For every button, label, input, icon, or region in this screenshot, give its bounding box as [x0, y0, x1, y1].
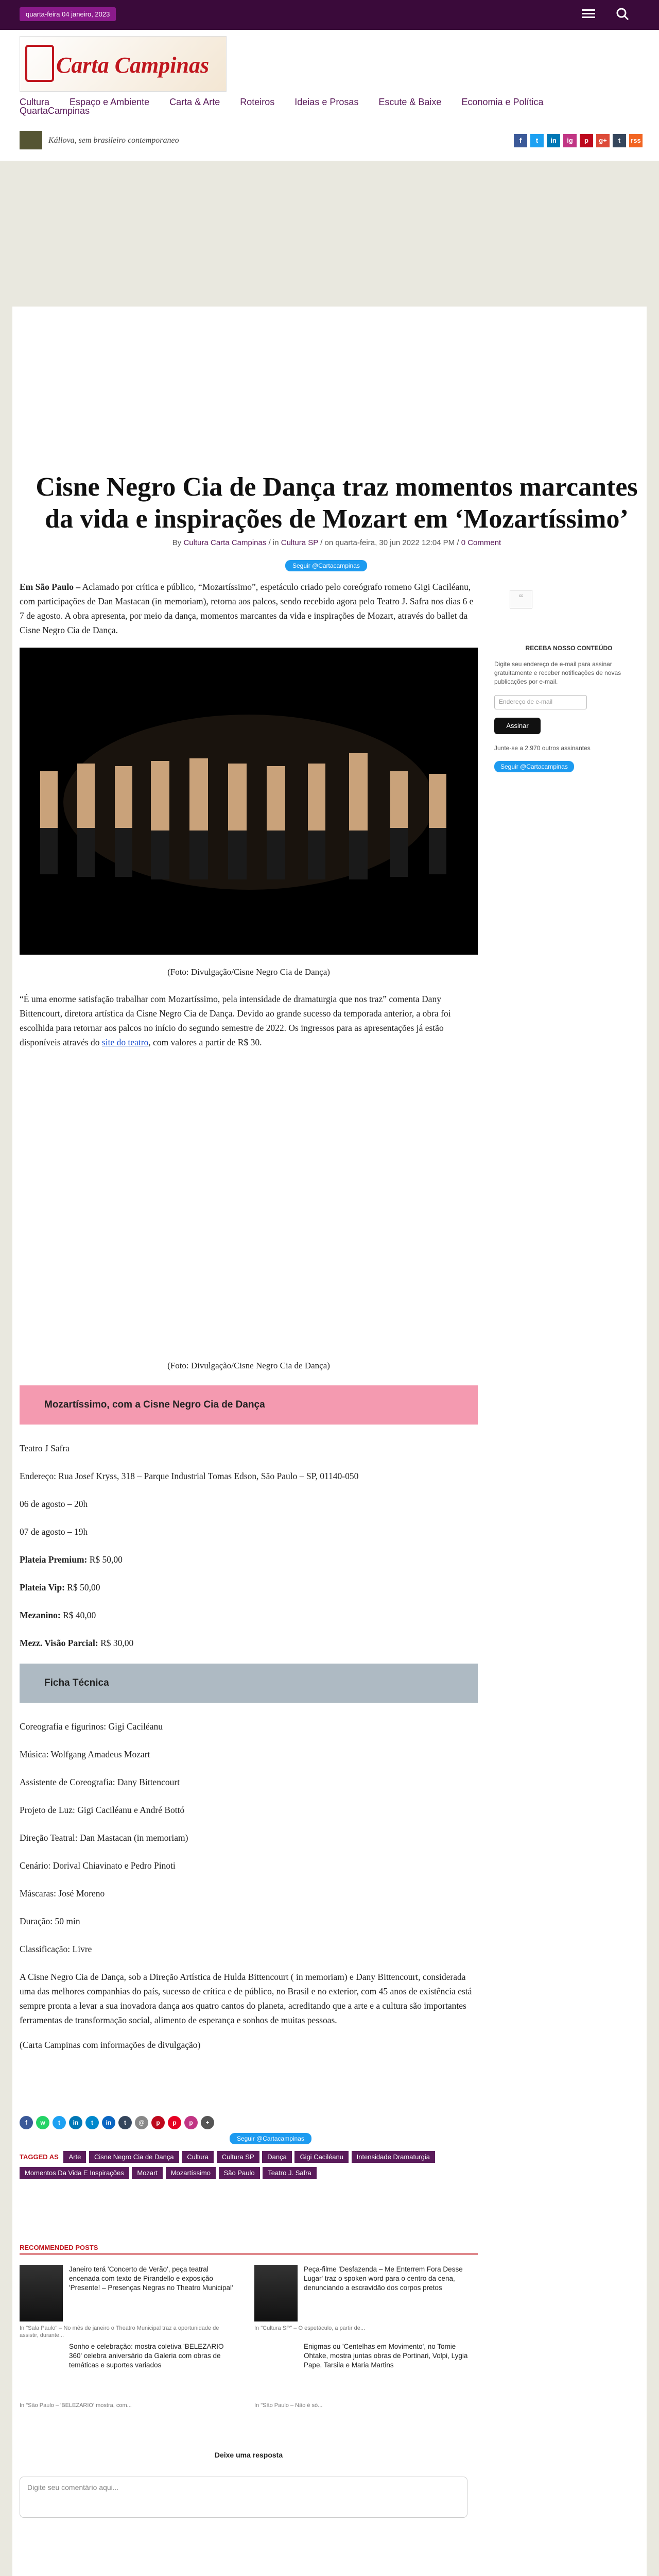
tagline: Kállova, sem brasileiro contemporaneo [48, 136, 179, 145]
share-more-icon[interactable]: + [201, 2116, 214, 2129]
closing-paragraph: A Cisne Negro Cia de Dança, sob a Direção Artística de Hulda Bittencourt ( in memoriam) e Dany Bittencourt, considerada uma das melhores companhias do país, sucesso de crítica e de público, no Brasil e no exterior, com 45 anos de existência está sempre pronta a levar a sua inovadora dança aos quatro cantos do planeta, acreditando que a arte e a cultura são importantes ferramentas de transformação social, alimento de esperança e sonhos de muitas pessoas. [20, 1972, 472, 2025]
tag[interactable]: Teatro J. Safra [263, 2167, 317, 2179]
twitter-follow-button-2[interactable]: Seguir @Cartacampinas [230, 2133, 311, 2144]
facebook-icon[interactable]: f [514, 134, 527, 147]
dancers-photo [20, 648, 478, 955]
lead-paragraph: Em São Paulo – Aclamado por crítica e público, “Mozartíssimo”, espetáculo criado pelo coreógrafo romeno Gigi Caciléanu, com participações de Dan Mastacan (in memoriam), retorna aos palcos, sendo recebido agora pelo Teatro J. Safra nos dias 6 e 7 de agosto. A obra apresenta, por meio da dança, momentos marcantes da vida e inspirações de Mozart, através do ballet da Cisne Negro Cia de Dança. [20, 582, 474, 635]
category-link[interactable]: Cultura SP [281, 538, 318, 547]
price-mezanino: Mezanino: R$ 40,00 [20, 1610, 96, 1620]
twitter-follow-button[interactable]: Seguir @Cartacampinas [285, 560, 367, 571]
rec-headline[interactable]: Enigmas ou 'Centelhas em Movimento', no Tomie Ohtake, mostra juntas obras de Portinari, Volpi, Lygia Pape, Tarsila e Maria Martins [304, 2343, 468, 2369]
venue: Teatro J Safra [20, 1443, 70, 1453]
credit-line: Direção Teatral: Dan Mastacan (in memoriam) [20, 1833, 188, 1843]
credit-line: Projeto de Luz: Gigi Caciléanu e André Bottó [20, 1805, 185, 1815]
tumblr-icon[interactable]: t [613, 134, 626, 147]
rec-meta: In "Sala Paulo" – No mês de janeiro o Theatro Municipal traz a oportunidade de assistir, durante... [20, 2325, 219, 2338]
tagline-avatar [20, 131, 42, 149]
nav-item-economia[interactable]: Economia e Política [461, 97, 544, 107]
nav-item-roteiros[interactable]: Roteiros [240, 97, 275, 107]
subscribe-title: RECEBA NOSSO CONTEÚDO [525, 645, 613, 652]
photo-caption-2: (Foto: Divulgação/Cisne Negro Cia de Dança) [167, 1361, 330, 1370]
logo-text: Carta Campinas [56, 53, 210, 78]
price-vip: Plateia Vip: R$ 50,00 [20, 1582, 100, 1592]
tag[interactable]: Dança [262, 2151, 292, 2163]
credit-line: Assistente de Coreografia: Dany Bittencourt [20, 1777, 180, 1787]
address: Endereço: Rua Josef Kryss, 318 – Parque Industrial Tomas Edson, São Paulo – SP, 01140-050 [20, 1471, 359, 1481]
top-bar [0, 0, 659, 30]
email-input[interactable]: Endereço de e-mail [494, 695, 587, 709]
subscribe-text: Digite seu endereço de e-mail para assinar gratuitamente e receber notificações de novas publicações por e-mail. [494, 660, 621, 685]
share-print-icon[interactable]: p [184, 2116, 198, 2129]
comment-textarea[interactable]: Digite seu comentário aqui... [20, 2477, 467, 2518]
share-linkedin-icon[interactable]: in [69, 2116, 82, 2129]
subscriber-count: Junte-se a 2.970 outros assinantes [494, 744, 591, 752]
tag[interactable]: São Paulo [219, 2167, 260, 2179]
tag[interactable]: Gigi Caciléanu [294, 2151, 349, 2163]
embedded-media-placeholder [20, 1060, 478, 1348]
section-band-show: Mozartíssimo, com a Cisne Negro Cia de Dança [20, 1385, 478, 1425]
rec-thumb [20, 2265, 63, 2321]
subscribe-button[interactable]: Assinar [494, 718, 541, 734]
date-2: 07 de agosto – 19h [20, 1527, 88, 1537]
credit-line: Máscaras: José Moreno [20, 1888, 105, 1899]
recommended-title: RECOMMENDED POSTS [20, 2244, 478, 2255]
content-card [12, 307, 647, 2576]
rec-meta: In "São Paulo – Não é só... [254, 2402, 323, 2409]
share-tumblr-icon[interactable]: t [118, 2116, 132, 2129]
rec-meta: In "Cultura SP" – O espetáculo, a partir de... [254, 2325, 366, 2331]
tag[interactable]: Cultura SP [217, 2151, 259, 2163]
credit-line: Coreografia e figurinos: Gigi Caciléanu [20, 1721, 163, 1732]
credit-line: Música: Wolfgang Amadeus Mozart [20, 1749, 150, 1759]
price-mezz-partial: Mezz. Visão Parcial: R$ 30,00 [20, 1638, 134, 1648]
tag[interactable]: Cisne Negro Cia de Dança [89, 2151, 179, 2163]
tag[interactable]: Cultura [182, 2151, 214, 2163]
rss-icon[interactable]: rss [629, 134, 643, 147]
nav-item-cultura[interactable]: Cultura [20, 97, 50, 107]
site-logo[interactable] [20, 36, 227, 92]
hamburger-menu-icon[interactable] [582, 7, 595, 19]
site-header [0, 30, 659, 161]
twitter-icon[interactable]: t [530, 134, 544, 147]
share-pocket-icon[interactable]: p [168, 2116, 181, 2129]
tag[interactable]: Mozart [132, 2167, 163, 2179]
byline: By Cultura Carta Campinas / in Cultura SP / on quarta-feira, 30 jun 2022 12:04 PM / 0 Comment [172, 538, 501, 547]
pinterest-icon[interactable]: p [580, 134, 593, 147]
tags-section [20, 2151, 467, 2183]
recommended-posts [20, 2244, 478, 2419]
reply-title: Deixe uma resposta [214, 2451, 283, 2459]
section-band-credits: Ficha Técnica [20, 1664, 478, 1703]
credit-line: Duração: 50 min [20, 1916, 80, 1926]
rec-headline[interactable]: Sonho e celebração: mostra coletiva 'BELEZARIO 360' celebra aniversário da Galeria com obras de temáticas e suportes variados [69, 2343, 224, 2369]
logo-mark-icon [25, 45, 54, 82]
rec-thumb [254, 2342, 298, 2399]
source-credit: (Carta Campinas com informações de divulgação) [20, 2040, 201, 2050]
theater-site-link[interactable]: site do teatro [101, 1037, 149, 1047]
header-social-icons [514, 134, 643, 147]
share-buttons [20, 2116, 214, 2129]
nav-item-quartacampinas[interactable]: QuartaCampinas [20, 106, 90, 116]
date-1: 06 de agosto – 20h [20, 1499, 88, 1509]
google-plus-icon[interactable]: g+ [596, 134, 610, 147]
main-nav [20, 97, 643, 116]
rec-headline[interactable]: Janeiro terá 'Concerto de Verão', peça teatral encenada com texto de Pirandello e exposição 'Presente! – Presenças Negras no Theatro Municipal' [69, 2265, 233, 2292]
instagram-icon[interactable]: ig [563, 134, 577, 147]
share-pinterest-icon[interactable]: p [151, 2116, 165, 2129]
article-title: Cisne Negro Cia de Dança traz momentos marcantes da vida e inspirações de Mozart em ‘Mozartíssimo’ [36, 472, 638, 534]
credit-line: Cenário: Dorival Chiavinato e Pedro Pinoti [20, 1860, 176, 1871]
nav-item-ideias[interactable]: Ideias e Prosas [294, 97, 359, 107]
price-premium: Plateia Premium: R$ 50,00 [20, 1554, 123, 1565]
tag[interactable]: Intensidade Dramaturgia [352, 2151, 435, 2163]
share-linkedin-2-icon[interactable]: in [102, 2116, 115, 2129]
article-body [20, 580, 478, 2062]
linkedin-icon[interactable]: in [547, 134, 560, 147]
rec-meta: In "São Paulo – 'BELEZARIO' mostra, com... [20, 2402, 132, 2409]
comment-link[interactable]: 0 Comment [461, 538, 501, 547]
nav-item-espaco[interactable]: Espaço e Ambiente [70, 97, 150, 107]
photo-caption: (Foto: Divulgação/Cisne Negro Cia de Dança) [167, 967, 330, 977]
share-facebook-icon[interactable]: f [20, 2116, 33, 2129]
paragraph-2: “É uma enorme satisfação trabalhar com Mozartíssimo, pela intensidade de dramaturgia que nos traz” comenta Dany Bittencourt, diretora artística da Cisne Negro Cia de Dança. Devido ao grande sucesso da temporada anterior, a obra foi escolhida para retornar aos palcos no início do segundo semestre de 2022. Os ingressos para as apresentações já estão disponíveis através do site do teatro, com valores a partir de R$ 30. [20, 994, 451, 1047]
tags-label: TAGGED AS [20, 2153, 59, 2161]
tag[interactable]: Momentos Da Vida E Inspirações [20, 2167, 129, 2179]
search-icon[interactable] [616, 7, 629, 21]
credit-line: Classificação: Livre [20, 1944, 92, 1954]
share-whatsapp-icon[interactable]: w [36, 2116, 49, 2129]
sidebar-twitter-follow[interactable]: Seguir @Cartacampinas [494, 761, 574, 772]
quote-icon: “ [510, 590, 532, 608]
share-telegram-icon[interactable]: t [85, 2116, 99, 2129]
nav-item-escute[interactable]: Escute & Baixe [378, 97, 442, 107]
author-link[interactable]: Cultura Carta Campinas [183, 538, 267, 547]
rec-thumb [254, 2265, 298, 2321]
share-email-icon[interactable]: @ [135, 2116, 148, 2129]
rec-thumb [20, 2342, 63, 2399]
tag[interactable]: Arte [63, 2151, 86, 2163]
rec-headline[interactable]: Peça-filme 'Desfazenda – Me Enterrem Fora Desse Lugar' traz o spoken word para o centro da cena, denunciando a escravidão dos corpos pretos [304, 2265, 463, 2292]
share-twitter-icon[interactable]: t [53, 2116, 66, 2129]
tag[interactable]: Mozartíssimo [166, 2167, 216, 2179]
nav-item-carta-arte[interactable]: Carta & Arte [169, 97, 220, 107]
date-badge: quarta-feira 04 janeiro, 2023 [20, 7, 116, 21]
tagline-row [20, 131, 643, 151]
